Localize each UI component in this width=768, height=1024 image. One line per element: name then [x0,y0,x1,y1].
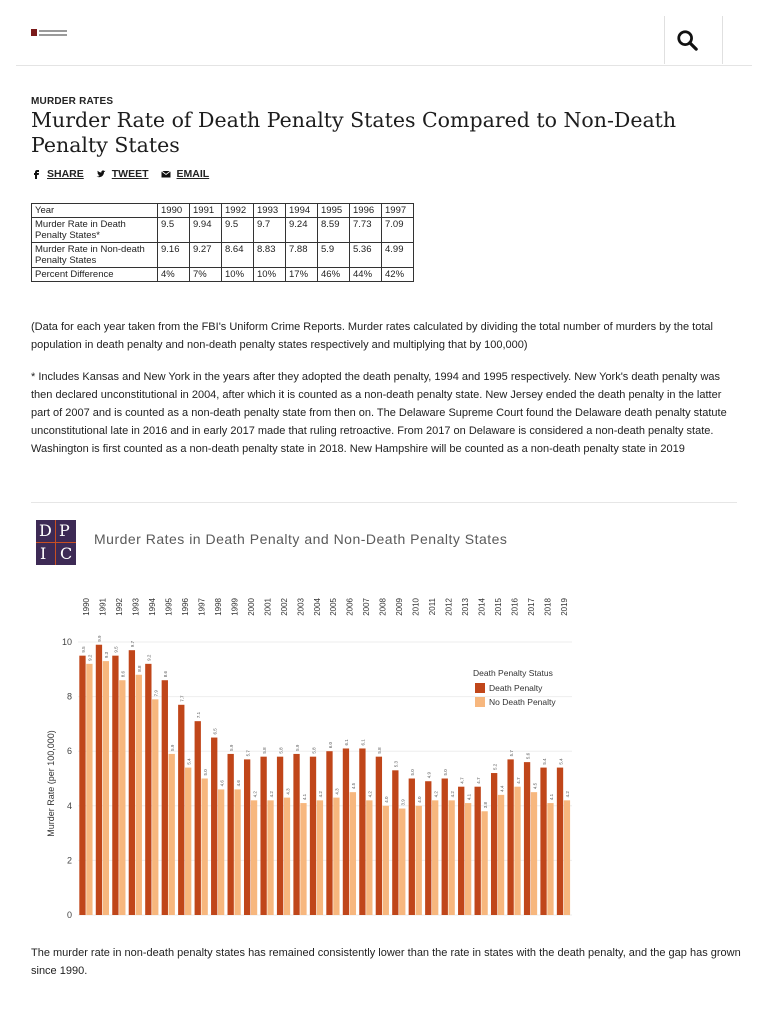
chart-title: Murder Rates in Death Penalty and Non-Death Penalty States [94,531,508,547]
legend-swatch [475,697,485,707]
header-divider [664,16,665,64]
bar [317,800,323,915]
x-tick-label: 2018 [543,598,553,616]
table-cell: 8.83 [254,243,286,268]
table-cell: 9.24 [286,218,318,243]
data-label: 4.9 [426,771,432,779]
table-cell: 7.88 [286,243,318,268]
x-tick-label: 2003 [296,598,306,616]
data-label: 4.1 [548,793,554,801]
x-tick-label: 1994 [148,598,158,616]
table-row [32,218,414,243]
conclusion-text: The murder rate in non-death penalty states has remained consistently lower than the rate in states with the death penalty, and the gap has grown since 1990. [31,947,741,977]
header-divider [722,16,723,64]
data-label: 6.1 [344,739,350,746]
bar [234,789,240,915]
x-tick-label: 2019 [559,598,569,616]
data-label: 5.9 [228,744,234,751]
bar [244,759,250,915]
data-label: 5.4 [186,758,192,765]
page-title: Murder Rate of Death Penalty States Compared to Non-Death Penalty States [31,108,677,157]
y-tick-label: 4 [66,800,72,811]
data-label: 4.2 [565,791,571,798]
x-tick-label: 2000 [246,598,256,616]
email-label: EMAIL [176,168,210,180]
table-cell: 7.73 [350,218,382,243]
bar [432,800,438,915]
bar [557,768,563,915]
bar [162,680,168,915]
legend-swatch [475,683,485,693]
bar [211,738,217,915]
data-label: 4.0 [384,796,390,803]
table-cell: 7.09 [382,218,414,243]
bar [498,795,504,915]
row-label: Percent Difference [32,268,158,282]
table-cell: 44% [350,268,382,282]
bar [409,779,415,916]
table-cell: 8.64 [222,243,254,268]
data-label: 5.0 [202,769,208,776]
bar [103,661,109,915]
data-label: 5.3 [393,761,399,768]
email-button[interactable] [161,168,210,180]
data-label: 6.0 [327,741,333,749]
x-tick-label: 1992 [115,598,125,616]
data-label: 5.9 [294,744,300,751]
table-cell: 42% [382,268,414,282]
data-label: 5.9 [170,744,176,751]
table-cell: 1992 [222,204,254,218]
data-label: 9.2 [87,654,93,661]
data-label: 9.7 [130,640,136,648]
bar [293,754,299,915]
bar [79,656,85,915]
tweet-label: TWEET [111,168,149,180]
data-label: 8.6 [163,670,169,678]
table-cell: 1997 [382,204,414,218]
data-label: 5.7 [245,750,251,757]
data-note: (Data for each year taken from the FBI's Uniform Crime Reports. Murder rates calculated by dividing the total number of murders by the total population in death penalty and non-death penalty states respectively and multiplying that by 100,000) [31,321,713,351]
data-label: 5.6 [525,752,531,760]
tweet-button[interactable] [96,168,149,180]
data-label: 8.6 [120,670,126,678]
data-label: 4.5 [351,782,357,790]
murder-rate-bar-chart [0,560,768,930]
bar [300,803,306,915]
data-label: 9.9 [97,635,103,642]
table-cell: 9.5 [158,218,190,243]
bar [195,721,201,915]
data-label: 9.3 [104,651,110,659]
data-label: 4.3 [285,788,291,795]
table-row [32,243,414,268]
x-tick-label: 2011 [428,598,438,616]
x-tick-label: 2009 [395,598,405,616]
y-tick-label: 10 [61,637,72,647]
bar [442,779,448,916]
data-label: 5.8 [377,747,383,754]
bar [383,806,389,915]
x-tick-label: 2010 [411,598,421,616]
data-label: 9.2 [146,654,152,661]
x-tick-label: 2006 [345,598,355,616]
bar [564,800,570,915]
table-cell: 10% [254,268,286,282]
bar [475,787,481,915]
bar [284,798,290,915]
x-tick-label: 2008 [378,598,388,616]
bar [343,748,349,915]
x-tick-label: 2013 [460,598,470,616]
table-cell: 10% [222,268,254,282]
table-cell: 9.27 [190,243,222,268]
row-label: Year [32,204,158,218]
data-label: 5.7 [508,750,514,757]
data-label: 4.5 [532,782,538,790]
table-cell: 7% [190,268,222,282]
bar [251,800,257,915]
bar [326,751,332,915]
data-label: 6.5 [212,728,218,735]
legend-label: Death Penalty [489,683,543,693]
murder-rate-table [31,203,414,282]
bar [267,800,273,915]
bar [136,675,142,915]
bar [416,806,422,915]
table-cell: 1996 [350,204,382,218]
data-label: 4.4 [499,785,505,792]
table-cell: 4.99 [382,243,414,268]
data-label: 4.6 [235,780,241,787]
table-cell: 9.7 [254,218,286,243]
bar [310,757,316,915]
data-label: 5.8 [278,747,284,754]
x-tick-label: 2005 [329,598,339,616]
bar [333,798,339,915]
share-label: SHARE [47,168,84,180]
bar [86,664,92,915]
bar [350,792,356,915]
bar [465,803,471,915]
table-cell: 9.5 [222,218,254,243]
bar [185,768,191,915]
data-label: 7.9 [153,690,159,697]
data-label: 4.2 [252,791,258,798]
table-row [32,268,414,282]
bar [399,809,405,915]
footnote: * Includes Kansas and New York in the years after they adopted the death penalty, 1994 and 1995 respectively. New York's death penalty was then declared unconstitutional in 2004, after which it is counted as a non-death penalty state. New Jersey ended the death penalty in the latter part of 2007 and is counted as a non-death penalty state from then on. The Delaware Supreme Court found the Delaware death penalty statute unconstitutional late in 2016 and in early 2017 made that ruling retroactive. From 2017 on Delaware is considered a non-death penalty state. Washington is first counted as a non-death penalty state in 2018. New Hampshire will be counted as a non-death penalty state in 2019 [31,371,727,455]
x-tick-label: 2001 [263,598,273,616]
x-tick-label: 1993 [131,598,141,616]
data-label: 4.0 [417,796,423,803]
bar [169,754,175,915]
y-tick-label: 2 [66,855,72,866]
table-cell: 1990 [158,204,190,218]
data-label: 4.2 [318,791,324,798]
table-row [32,204,414,218]
bar [540,768,546,915]
table-cell: 1995 [318,204,350,218]
bar [277,757,283,915]
x-tick-label: 2016 [510,598,520,616]
data-label: 5.8 [311,747,317,754]
data-label: 3.9 [400,799,406,806]
x-tick-label: 1990 [82,598,92,616]
bar [112,656,118,915]
bar [547,803,553,915]
data-label: 5.4 [558,758,564,765]
bar [129,650,135,915]
x-tick-label: 2014 [477,598,487,616]
table-cell: 9.16 [158,243,190,268]
data-label: 9.5 [113,646,119,653]
bar [425,781,431,915]
facebook-icon [31,169,41,179]
data-label: 5.2 [492,763,498,771]
y-tick-label: 6 [66,746,72,757]
bar [96,645,102,915]
bar [119,680,125,915]
share-button[interactable] [31,168,84,180]
data-label: 5.0 [410,769,416,776]
dpic-logo: D P I C [36,520,76,565]
data-label: 4.1 [466,793,472,801]
row-label: Murder Rate in Non-death Penalty States [32,243,158,268]
data-label: 4.2 [449,791,455,798]
x-tick-label: 2002 [279,598,289,616]
x-tick-label: 1999 [230,598,240,616]
bar [145,664,151,915]
bar [491,773,497,915]
table-cell: 8.59 [318,218,350,243]
bar [449,800,455,915]
category-kicker[interactable]: MURDER RATES [31,96,114,107]
search-icon[interactable] [676,29,698,51]
twitter-icon [96,169,106,179]
table-cell: 46% [318,268,350,282]
data-label: 4.7 [515,777,521,784]
bar [359,748,365,915]
table-cell: 4% [158,268,190,282]
bar [218,789,224,915]
data-label: 3.8 [482,801,488,809]
envelope-icon [161,169,171,179]
data-label: 4.2 [268,791,274,798]
data-label: 7.7 [179,695,185,702]
bar [366,800,372,915]
table-cell: 17% [286,268,318,282]
data-label: 5.4 [541,758,547,765]
data-label: 4.7 [475,777,481,784]
table-cell: 5.36 [350,243,382,268]
x-tick-label: 2007 [362,598,372,616]
share-bar [31,168,209,180]
data-label: 8.8 [137,665,143,672]
data-label: 4.6 [219,780,225,787]
bar [507,759,513,915]
bar [202,779,208,916]
bar [524,762,530,915]
data-label: 4.1 [301,793,307,801]
table-cell: 1991 [190,204,222,218]
x-tick-label: 2017 [526,598,536,616]
data-label: 6.1 [360,739,366,746]
table-cell: 5.9 [318,243,350,268]
data-label: 4.2 [433,791,439,798]
x-tick-label: 1998 [213,598,223,616]
y-tick-label: 8 [66,691,72,702]
x-tick-label: 1995 [164,598,174,616]
x-tick-label: 1991 [98,598,108,616]
table-cell: 1994 [286,204,318,218]
x-tick-label: 2012 [444,598,454,616]
bar [152,699,158,915]
table-cell: 9.94 [190,218,222,243]
bar [376,757,382,915]
site-header [16,0,752,66]
data-label: 4.2 [367,791,373,798]
bar [260,757,266,915]
legend-label: No Death Penalty [489,697,556,707]
data-label: 4.7 [459,777,465,784]
bar [531,792,537,915]
section-divider [31,502,737,503]
bar [392,770,398,915]
bar [228,754,234,915]
data-label: 9.5 [80,646,86,653]
row-label: Murder Rate in Death Penalty States* [32,218,158,243]
data-label: 7.1 [196,711,202,719]
table-cell: 1993 [254,204,286,218]
x-tick-label: 2004 [312,598,322,616]
data-label: 5.0 [443,769,449,776]
bar [458,787,464,915]
x-tick-label: 1996 [181,598,191,616]
bar [178,705,184,915]
y-axis-label: Murder Rate (per 100,000) [46,730,56,837]
bar [481,811,487,915]
y-tick-label: 0 [66,910,72,920]
x-tick-label: 2015 [493,598,503,616]
data-label: 5.8 [261,747,267,754]
x-tick-label: 1997 [197,598,207,616]
bar [514,787,520,915]
data-label: 4.3 [334,788,340,795]
site-logo[interactable] [31,29,69,37]
legend-title: Death Penalty Status [473,668,553,678]
